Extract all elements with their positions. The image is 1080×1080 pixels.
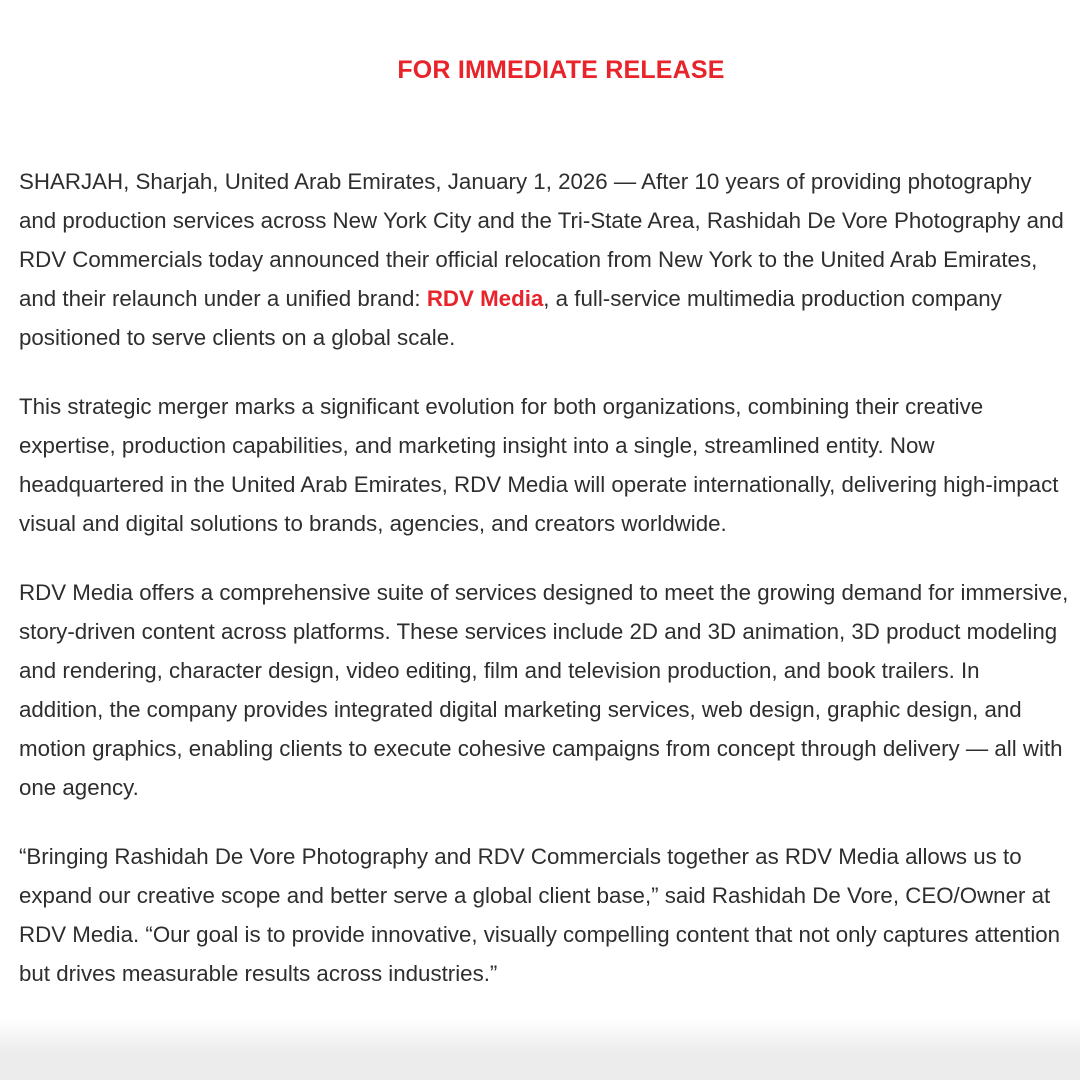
paragraph-announcement-tail: , a full-service multimedia production company positioned to serve clients on a global scale. bbox=[19, 286, 1002, 350]
paragraph-quote: “Bringing Rashidah De Vore Photography and RDV Commercials together as RDV Media allows us to expand our creative scope and better serve a global client base,” said Rashidah De Vore, CEO/Owner at RDV Media. “Our goal is to provide innovative, visually compelling content that not only captures attention but drives measurable results across industries.” bbox=[19, 844, 1061, 986]
paragraph-announcement-lead: SHARJAH, Sharjah, United Arab Emirates, January 1, 2026 — After 10 years of providing photography and production services across New York City and the Tri-State Area, Rashidah De Vore Photography and RDV Commercials today announced their official relocation from New York to the United Arab Emirates, and their relaunch under a unified brand: bbox=[19, 169, 1064, 311]
press-release-body bbox=[19, 162, 1069, 1023]
paragraph-merger: This strategic merger marks a significant evolution for both organizations, combining their creative expertise, production capabilities, and marketing insight into a single, streamlined entity. Now headquartered in the United Arab Emirates, RDV Media will operate internationally, delivering high-impact visual and digital solutions to brands, agencies, and creators worldwide. bbox=[19, 394, 1059, 536]
bottom-fade-overlay bbox=[0, 1020, 1080, 1080]
paragraph-services: RDV Media offers a comprehensive suite of services designed to meet the growing demand for immersive, story-driven content across platforms. These services include 2D and 3D animation, 3D product modeling and rendering, character design, video editing, film and television production, and book trailers. In addition, the company provides integrated digital marketing services, web design, graphic design, and motion graphics, enabling clients to execute cohesive campaigns from concept through delivery — all with one agency. bbox=[19, 580, 1069, 800]
paragraph-announcement bbox=[19, 162, 1069, 357]
brand-name-highlight: RDV Media bbox=[426, 286, 544, 311]
release-heading: FOR IMMEDIATE RELEASE bbox=[397, 56, 725, 84]
